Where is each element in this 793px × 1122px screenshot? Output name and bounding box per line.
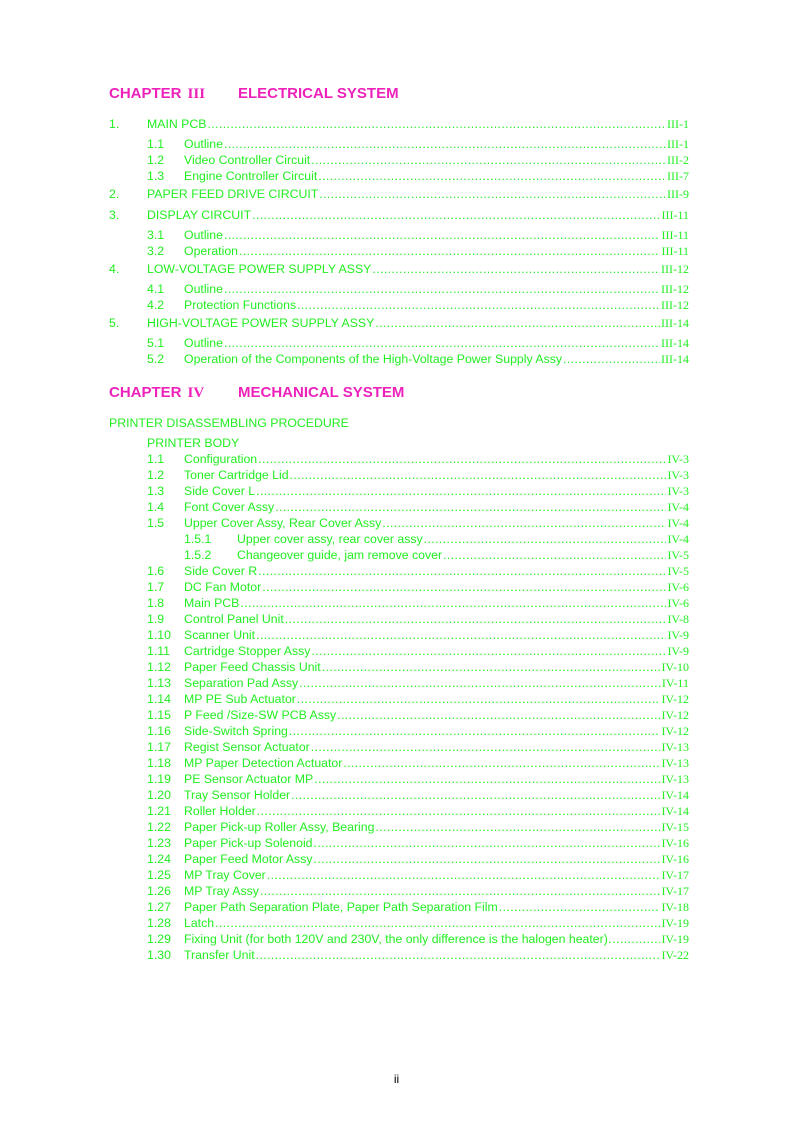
toc-dot-leader <box>382 516 666 530</box>
toc-entry-page: IV-3 <box>667 452 689 466</box>
toc-entry-label: Fixing Unit (for both 120V and 230V, the only difference is the halogen heater). <box>184 932 612 946</box>
toc-dot-leader <box>318 169 666 183</box>
toc-entry-label: Changeover guide, jam remove cover <box>237 548 443 562</box>
toc-entry-number: 1.8 <box>147 596 165 610</box>
toc-entry-page: IV-13 <box>661 756 689 770</box>
toc-entry-label: HIGH-VOLTAGE POWER SUPPLY ASSY <box>147 316 375 330</box>
toc-entry <box>0 804 793 818</box>
toc-entry-number: 1.10 <box>147 628 171 642</box>
toc-entry-label: Side Cover L <box>184 484 256 498</box>
toc-dot-leader <box>343 756 660 770</box>
toc-entry-label: Cartridge Stopper Assy <box>184 644 311 658</box>
toc-entry <box>0 153 793 167</box>
toc-entry-number: 1.28 <box>147 916 171 930</box>
page-number: ii <box>393 1072 400 1086</box>
toc-entry <box>0 660 793 674</box>
toc-dot-leader <box>262 580 666 594</box>
toc-entry-number: 5. <box>109 316 120 330</box>
toc-entry-number: 5.2 <box>147 352 165 366</box>
toc-dot-leader <box>612 932 660 946</box>
toc-entry-page: IV-19 <box>661 916 689 930</box>
toc-entry-label: Separation Pad Assy <box>184 676 299 690</box>
chapter-3-word: CHAPTER <box>109 85 182 102</box>
toc-entry <box>0 740 793 754</box>
toc-entry-label: LOW-VOLTAGE POWER SUPPLY ASSY <box>147 262 372 276</box>
toc-entry <box>0 772 793 786</box>
toc-entry-label: Protection Functions <box>184 298 297 312</box>
toc-entry-page: IV-17 <box>661 884 689 898</box>
toc-entry <box>0 788 793 802</box>
toc-dot-leader <box>256 484 666 498</box>
toc-dot-leader <box>215 916 660 930</box>
toc-entry-page: IV-19 <box>661 932 689 946</box>
toc-entry-label: Paper Pick-up Solenoid <box>184 836 313 850</box>
chapter-4-numeral: IV <box>187 385 205 401</box>
toc-entry-number: 1.29 <box>147 932 171 946</box>
toc-entry-page: III-12 <box>661 282 689 296</box>
toc-entry-label: Latch <box>184 916 215 930</box>
toc-entry-page: IV-12 <box>661 708 689 722</box>
toc-entry-page: IV-9 <box>667 644 689 658</box>
toc-entry-page: IV-16 <box>661 836 689 850</box>
toc-entry <box>0 137 793 151</box>
toc-entry-page: IV-4 <box>667 500 689 514</box>
toc-entry <box>0 676 793 690</box>
toc-dot-leader <box>256 948 661 962</box>
chapter-3-heading <box>109 85 399 103</box>
toc-entry-page: IV-5 <box>667 548 689 562</box>
toc-entry-label: Paper Feed Chassis Unit <box>184 660 321 674</box>
toc-entry-number: 1.20 <box>147 788 171 802</box>
toc-entry <box>0 484 793 498</box>
toc-dot-leader <box>314 836 661 850</box>
toc-entry-page: IV-6 <box>667 596 689 610</box>
chapter-4-heading <box>109 384 405 402</box>
toc-entry <box>0 628 793 642</box>
toc-entry-page: IV-4 <box>667 516 689 530</box>
toc-entry-label: Configuration <box>184 452 258 466</box>
toc-entry-number: 1.6 <box>147 564 165 578</box>
toc-entry <box>0 852 793 866</box>
toc-entry <box>0 169 793 183</box>
toc-entry <box>0 117 793 131</box>
toc-dot-leader <box>291 788 660 802</box>
toc-dot-leader <box>256 628 666 642</box>
toc-entry-page: IV-9 <box>667 628 689 642</box>
toc-dot-leader <box>224 282 660 296</box>
toc-dot-leader <box>375 316 660 330</box>
toc-entry <box>0 724 793 738</box>
toc-entry-label: Outline <box>184 228 223 242</box>
toc-entry-label: MAIN PCB <box>147 117 207 131</box>
toc-entry-label: MP Tray Assy <box>184 884 259 898</box>
toc-entry-label: DISPLAY CIRCUIT <box>147 208 252 222</box>
toc-entry-number: 1.9 <box>147 612 165 626</box>
toc-entry-number: 3.2 <box>147 244 165 258</box>
toc-entry <box>0 932 793 946</box>
toc-entry-page: III-12 <box>661 298 689 312</box>
toc-entry-number: 1.3 <box>147 169 165 183</box>
toc-entry-page: IV-16 <box>661 852 689 866</box>
toc-entry-label: Side-Switch Spring <box>184 724 288 738</box>
toc-entry-number: 1. <box>109 117 120 131</box>
toc-entry-page: IV-11 <box>661 676 689 690</box>
toc-entry-label: Operation <box>184 244 239 258</box>
toc-entry-number: 1.5 <box>147 516 165 530</box>
toc-entry-number: 1.14 <box>147 692 171 706</box>
toc-dot-leader <box>311 740 661 754</box>
toc-entry-number: 5.1 <box>147 336 165 350</box>
toc-dot-leader <box>424 532 667 546</box>
toc-entry <box>0 612 793 626</box>
toc-entry <box>0 948 793 962</box>
toc-entry-page: IV-17 <box>661 868 689 882</box>
toc-entry-number: 1.7 <box>147 580 165 594</box>
toc-entry-page: III-1 <box>667 137 689 151</box>
toc-entry <box>0 282 793 296</box>
toc-entry <box>0 468 793 482</box>
toc-entry <box>0 916 793 930</box>
toc-entry-page: IV-3 <box>667 484 689 498</box>
toc-entry-number: 1.17 <box>147 740 171 754</box>
toc-entry-number: 1.2 <box>147 468 165 482</box>
toc-dot-leader <box>252 208 660 222</box>
toc-entry-page: III-12 <box>661 262 689 276</box>
toc-entry-number: 4. <box>109 262 120 276</box>
toc-entry <box>0 452 793 466</box>
toc-entry-label: MP Paper Detection Actuator <box>184 756 343 770</box>
toc-entry <box>0 262 793 276</box>
toc-entry <box>0 352 793 366</box>
toc-entry-label: Regist Sensor Actuator <box>184 740 310 754</box>
toc-dot-leader <box>258 564 666 578</box>
toc-entry-page: IV-10 <box>661 660 689 674</box>
toc-entry <box>0 708 793 722</box>
toc-dot-leader <box>297 298 660 312</box>
toc-entry <box>0 756 793 770</box>
toc-dot-leader <box>319 187 666 201</box>
toc-entry-label: Upper cover assy, rear cover assy <box>237 532 423 546</box>
toc-entry-number: 1.23 <box>147 836 171 850</box>
toc-entry-label: Paper Path Separation Plate, Paper Path Separation Film <box>184 900 498 914</box>
toc-entry-number: 1.27 <box>147 900 171 914</box>
toc-entry-label: Font Cover Assy <box>184 500 275 514</box>
toc-entry-number: 4.2 <box>147 298 165 312</box>
toc-entry-number: 3.1 <box>147 228 165 242</box>
toc-entry-page: IV-6 <box>667 580 689 594</box>
toc-entry-page: III-1 <box>667 117 689 131</box>
toc-entry-page: IV-4 <box>667 532 689 546</box>
chapter-3-numeral: III <box>187 86 206 102</box>
toc-dot-leader <box>224 336 660 350</box>
toc-entry-number: 2. <box>109 187 120 201</box>
toc-entry-page: IV-8 <box>667 612 689 626</box>
chapter-4-title: MECHANICAL SYSTEM <box>238 384 405 401</box>
toc-dot-leader <box>443 548 666 562</box>
chapter-4-word: CHAPTER <box>109 384 182 401</box>
toc-entry-label: Toner Cartridge Lid <box>184 468 289 482</box>
toc-dot-leader <box>290 468 667 482</box>
toc-entry <box>0 228 793 242</box>
toc-entry <box>0 187 793 201</box>
toc-entry-page: IV-14 <box>661 788 689 802</box>
toc-dot-leader <box>311 153 666 167</box>
toc-dot-leader <box>240 596 666 610</box>
toc-entry-page: III-2 <box>667 153 689 167</box>
toc-entry-label: Scanner Unit <box>184 628 256 642</box>
toc-entry-number: 1.21 <box>147 804 171 818</box>
toc-entry-label: Video Controller Circuit <box>184 153 311 167</box>
toc-dot-leader <box>297 692 661 706</box>
toc-entry-page: IV-12 <box>661 724 689 738</box>
toc-dot-leader <box>337 708 660 722</box>
toc-entry <box>0 516 793 530</box>
toc-entry-number: 1.11 <box>147 644 171 658</box>
toc-entry-page: III-14 <box>661 336 689 350</box>
toc-entry <box>0 564 793 578</box>
toc-entry-page: IV-18 <box>661 900 689 914</box>
toc-entry <box>0 532 793 546</box>
toc-entry-page: III-11 <box>661 208 689 222</box>
toc-entry-number: 4.1 <box>147 282 165 296</box>
toc-entry-label: Upper Cover Assy, Rear Cover Assy <box>184 516 382 530</box>
toc-entry-page: IV-13 <box>661 772 689 786</box>
toc-entry <box>0 500 793 514</box>
toc-entry-number: 1.5.2 <box>184 548 212 562</box>
toc-entry-label: P Feed /Size-SW PCB Assy <box>184 708 337 722</box>
toc-dot-leader <box>499 900 661 914</box>
toc-entry-page: IV-22 <box>661 948 689 962</box>
toc-entry-label: DC Fan Motor <box>184 580 262 594</box>
toc-dot-leader <box>375 820 660 834</box>
toc-entry <box>0 884 793 898</box>
toc-entry <box>0 820 793 834</box>
toc-dot-leader <box>311 644 666 658</box>
toc-entry-number: 1.16 <box>147 724 171 738</box>
toc-dot-leader <box>224 137 666 151</box>
toc-entry-number: 3. <box>109 208 120 222</box>
toc-entry-label: Control Panel Unit <box>184 612 284 626</box>
toc-dot-leader <box>267 868 661 882</box>
toc-entry-label: Outline <box>184 137 223 151</box>
toc-entry-page: IV-3 <box>667 468 689 482</box>
toc-dot-leader <box>260 884 660 898</box>
toc-entry-page: III-14 <box>661 316 689 330</box>
toc-entry-number: 1.24 <box>147 852 171 866</box>
toc-entry-label: Operation of the Components of the High-Voltage Power Supply Assy <box>184 352 563 366</box>
toc-dot-leader <box>299 676 661 690</box>
toc-dot-leader <box>224 228 660 242</box>
toc-entry <box>0 596 793 610</box>
toc-dot-leader <box>257 804 661 818</box>
toc-entry-number: 1.13 <box>147 676 171 690</box>
toc-entry-page: IV-12 <box>661 692 689 706</box>
toc-entry-number: 1.1 <box>147 452 165 466</box>
toc-entry-label: MP Tray Cover <box>184 868 266 882</box>
toc-entry-label: Main PCB <box>184 596 240 610</box>
toc-entry-label: Outline <box>184 336 223 350</box>
toc-dot-leader <box>289 724 661 738</box>
toc-entry-label: MP PE Sub Actuator <box>184 692 296 706</box>
toc-entry-label: Tray Sensor Holder <box>184 788 291 802</box>
toc-entry <box>0 580 793 594</box>
toc-entry <box>0 208 793 222</box>
toc-entry-label: Transfer Unit <box>184 948 255 962</box>
toc-dot-leader <box>239 244 660 258</box>
toc-entry <box>0 836 793 850</box>
toc-entry-label: Paper Pick-up Roller Assy, Bearing <box>184 820 375 834</box>
toc-entry <box>0 868 793 882</box>
chapter-3-title: ELECTRICAL SYSTEM <box>238 85 399 102</box>
toc-dot-leader <box>258 452 666 466</box>
toc-dot-leader <box>275 500 666 514</box>
toc-entry-page: IV-5 <box>667 564 689 578</box>
toc-dot-leader <box>563 352 660 366</box>
toc-entry-number: 1.3 <box>147 484 165 498</box>
toc-entry <box>0 336 793 350</box>
toc-entry-number: 1.15 <box>147 708 171 722</box>
toc-entry-page: III-14 <box>661 352 689 366</box>
toc-entry <box>0 316 793 330</box>
toc-entry-page: III-11 <box>661 228 689 242</box>
toc-dot-leader <box>207 117 666 131</box>
section-heading: PRINTER DISASSEMBLING PROCEDURE <box>109 416 349 430</box>
toc-entry <box>0 692 793 706</box>
toc-entry-number: 1.25 <box>147 868 171 882</box>
toc-dot-leader <box>285 612 667 626</box>
toc-entry-number: 1.26 <box>147 884 171 898</box>
toc-entry-label: PAPER FEED DRIVE CIRCUIT <box>147 187 319 201</box>
toc-dot-leader <box>314 772 660 786</box>
toc-entry-label: Roller Holder <box>184 804 256 818</box>
toc-entry <box>0 244 793 258</box>
toc-entry-label: Side Cover R <box>184 564 258 578</box>
toc-entry <box>0 298 793 312</box>
toc-entry-number: 1.5.1 <box>184 532 212 546</box>
toc-entry-number: 1.2 <box>147 153 165 167</box>
toc-entry-label: Engine Controller Circuit <box>184 169 318 183</box>
toc-entry-label: Paper Feed Motor Assy <box>184 852 313 866</box>
toc-entry-number: 1.18 <box>147 756 171 770</box>
toc-entry-page: IV-15 <box>661 820 689 834</box>
toc-entry-page: IV-14 <box>661 804 689 818</box>
toc-dot-leader <box>314 852 661 866</box>
toc-entry-number: 1.22 <box>147 820 171 834</box>
toc-entry-number: 1.30 <box>147 948 171 962</box>
toc-entry-page: III-11 <box>661 244 689 258</box>
toc-dot-leader <box>322 660 661 674</box>
toc-entry-page: III-7 <box>667 169 689 183</box>
toc-entry-number: 1.19 <box>147 772 171 786</box>
toc-entry-label: Outline <box>184 282 223 296</box>
toc-entry-page: IV-13 <box>661 740 689 754</box>
toc-entry <box>0 900 793 914</box>
toc-entry-label: PE Sensor Actuator MP <box>184 772 314 786</box>
toc-entry-number: 1.4 <box>147 500 165 514</box>
toc-entry <box>0 644 793 658</box>
toc-entry-number: 1.12 <box>147 660 171 674</box>
subsection-heading: PRINTER BODY <box>147 436 240 450</box>
toc-entry-page: III-9 <box>667 187 689 201</box>
toc-entry <box>0 548 793 562</box>
toc-entry-number: 1.1 <box>147 137 165 151</box>
toc-dot-leader <box>372 262 660 276</box>
